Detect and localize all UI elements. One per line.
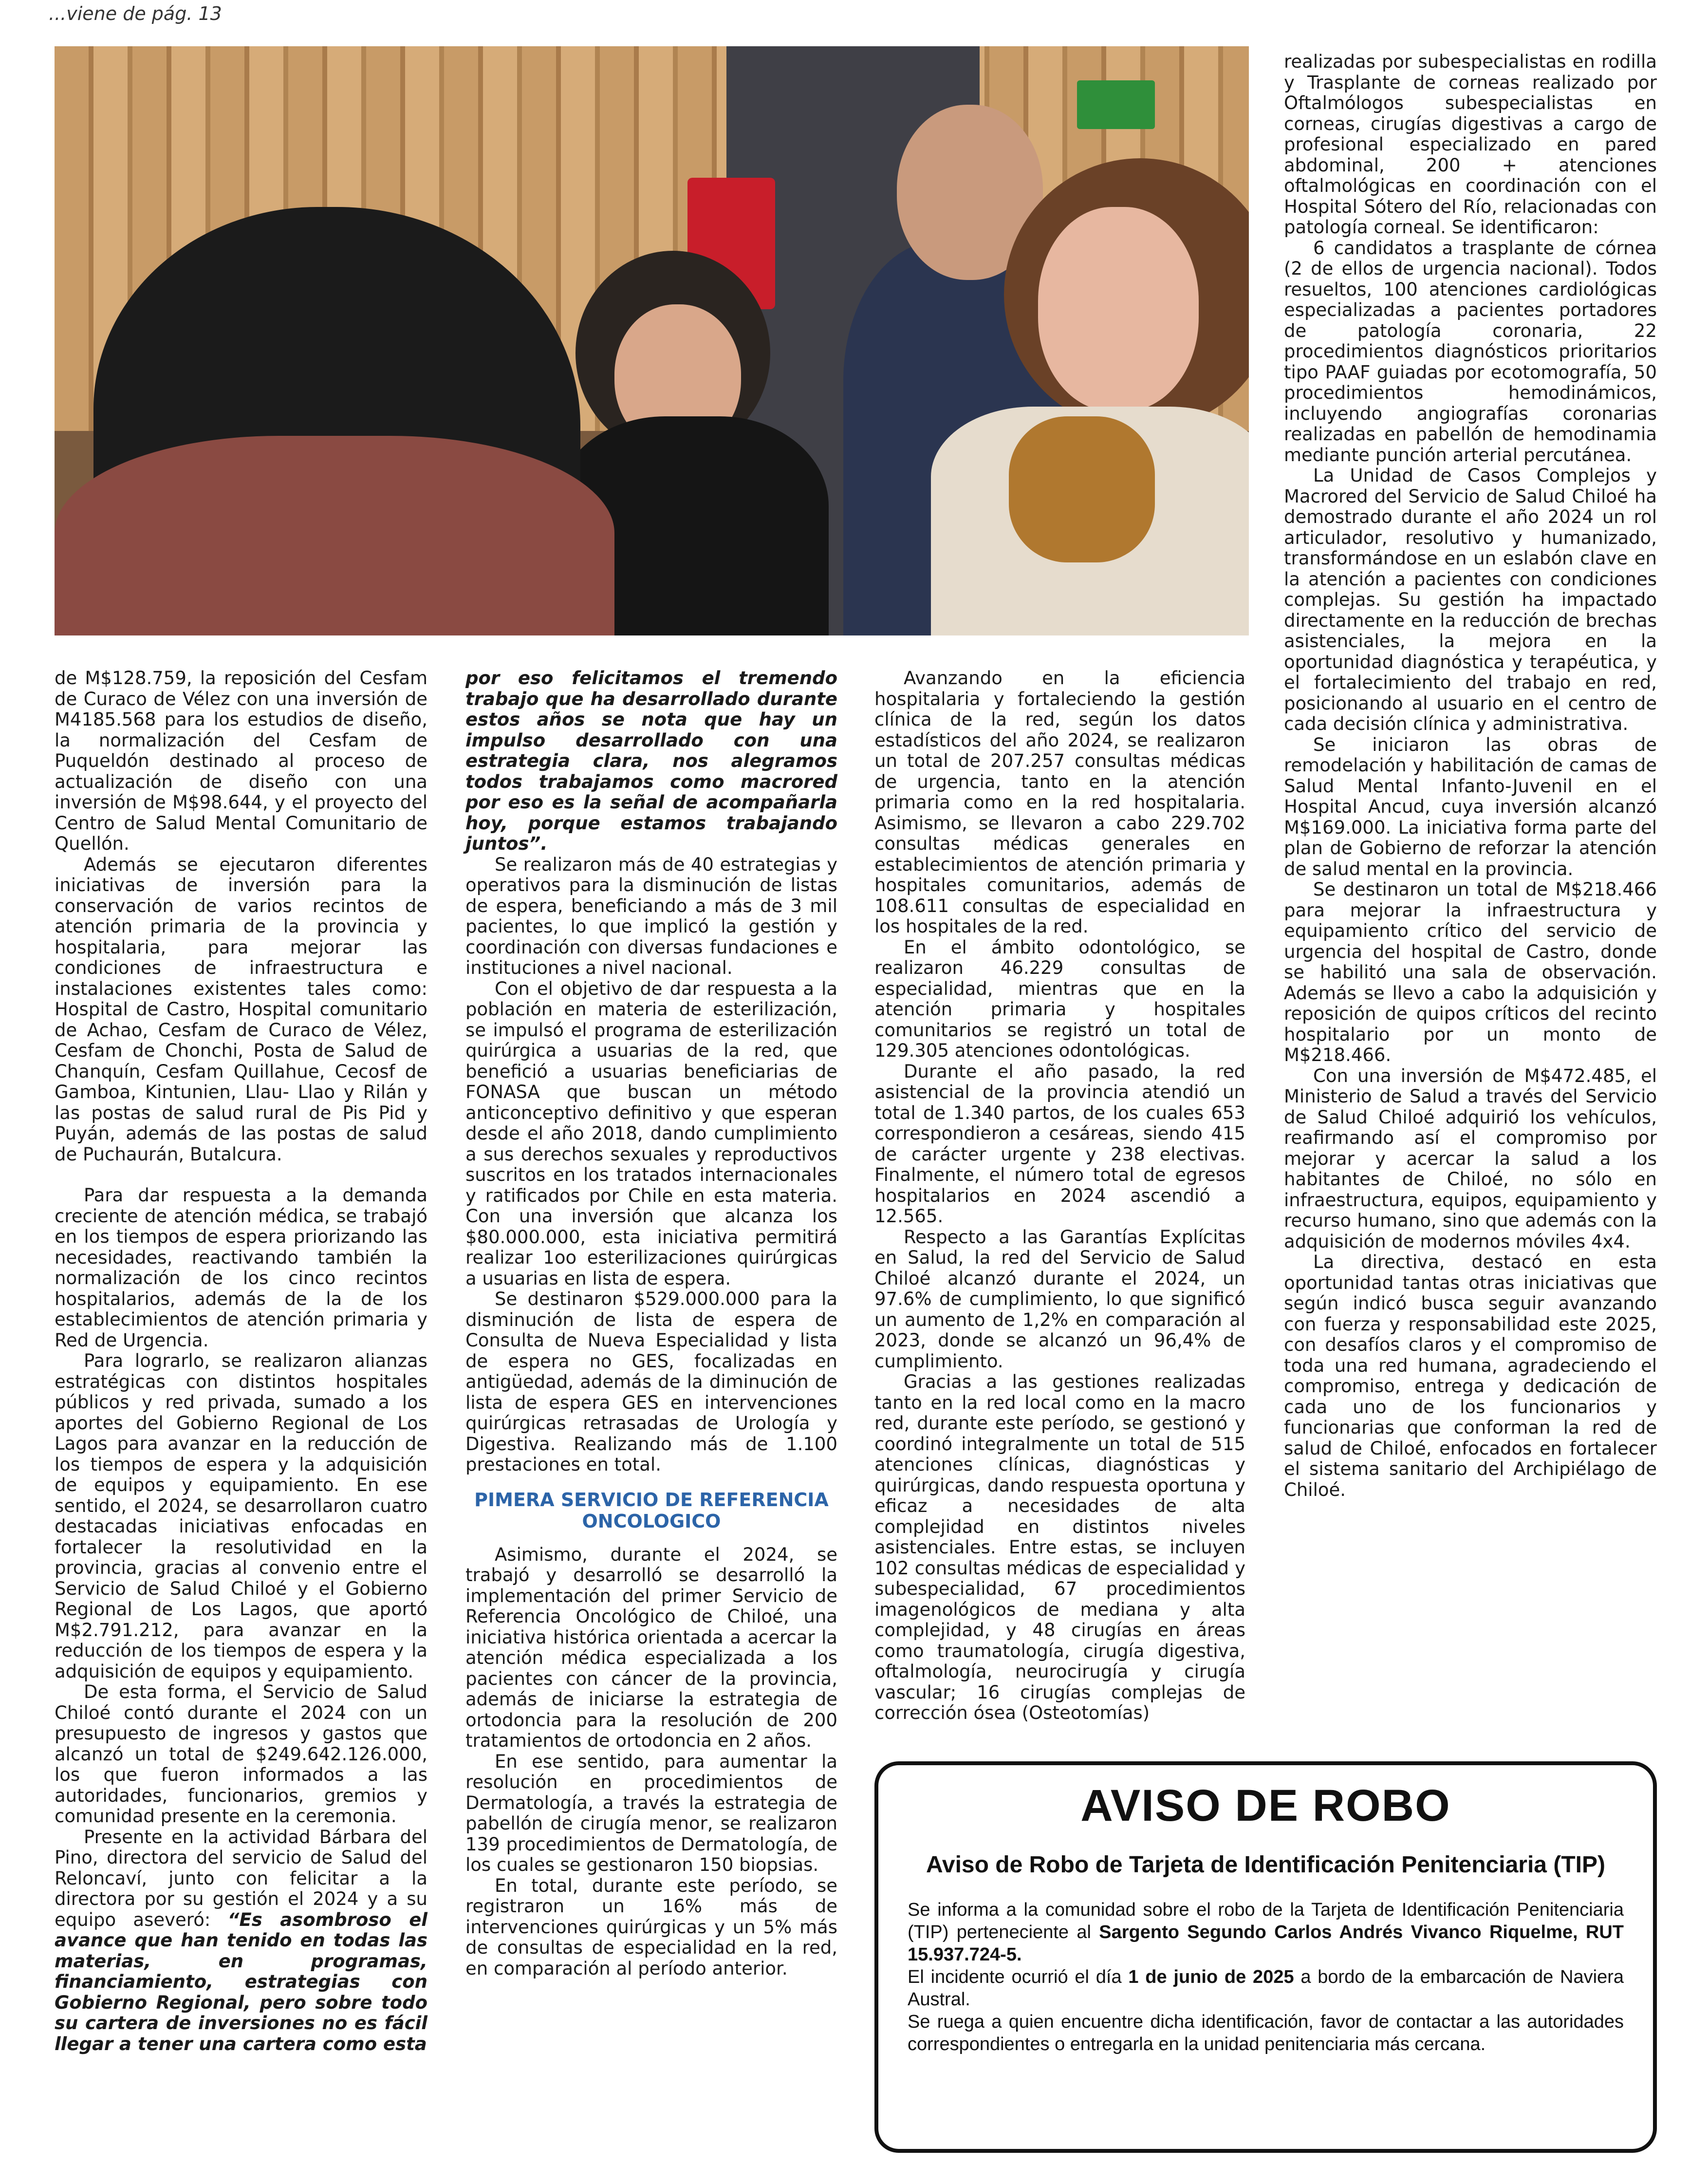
exit-sign-icon	[1077, 80, 1155, 129]
section-heading: PIMERA SERVICIO DE REFERENCIA ONCOLOGICO	[474, 1489, 829, 1532]
quote-text: “Es asombroso el avance que han tenido en todas las materias, en programas, financiamiento, estrategias con Gobierno Regional, pero sobre todo su cartera de inversiones no es fácil llegar a tener una cartera como esta	[55, 1909, 427, 2054]
paragraph: Se destinaron un total de M$218.466 para mejorar la infraestructura y equipamiento crítico del servicio de urgencia del hospital de Castro, donde se habilitó una sala de observación. Además se llevo a cabo la adquisición y reposición de quipos críticos del recinto hospitalario por un monto de M$218.466.	[1284, 879, 1657, 1065]
notice-text: a bordo de la embarcación de Naviera Austral.	[908, 1967, 1624, 2010]
paragraph: realizadas por subespecialistas en rodilla y Trasplante de corneas realizado por Oftalmólogos subespecialistas en corneas, cirugías digestivas a cargo de profesional especializado en pared abdominal, 200 + atenciones oftalmológicas en coordinación con el Hospital Sótero del Río, relacionadas con patología corneal. Se identificaron:	[1284, 51, 1657, 238]
paragraph: Para dar respuesta a la demanda creciente de atención médica, se trabajó en los tiempos de espera priorizando las necesidades, reactivando también la normalización de los cinco recintos hospitalarios, además de la de los establecimientos de atención primaria y Red de Urgencia.	[55, 1185, 427, 1351]
paragraph: En ese sentido, para aumentar la resolución en procedimientos de Dermatología, a través la estrategia de pabellón de cirugía menor, se realizaron 139 procedimientos de Dermatología, de los cuales se gestionaron 150 biopsias.	[465, 1751, 837, 1875]
paragraph: Gracias a las gestiones realizadas tanto en la red local como en la macro red, durante este período, se gestionó y coordinó integralmente un total de 515 atenciones clínicas, diagnósticas y quirúrgicas, dando respuesta oportuna y eficaz a necesidades de alta complejidad en distintos niveles asistenciales. Entre estas, se incluyen 102 consultas médicas de especialidad y subespecialidad, 67 procedimientos imagenológicos de mediana y alta complejidad, y 48 cirugías en áreas como traumatología, cirugía digestiva, oftalmología, neurocirugía y cirugía vascular; 16 cirugías complejas de corrección ósea (Osteotomías)	[874, 1371, 1245, 1723]
paragraph: Para lograrlo, se realizaron alianzas estratégicas con distintos hospitales públicos y red privada, sumado a los aportes del Gobierno Regional de Los Lagos para avanzar en la reducción de los tiempos de espera y la adquisición de equipos y equipamiento. En ese sentido, el 2024, se desarrollaron cuatro destacadas iniciativas enfocadas en fortalecer la resolutividad en la provincia, gracias al convenio entre el Servicio de Salud Chiloé y el Gobierno Regional de Los Lagos, que aportó M$2.791.212, para avanzar en la reducción de los tiempos de espera y la adquisición de equipos y equipamiento.	[55, 1350, 427, 1682]
paragraph: Asimismo, durante el 2024, se trabajó y desarrolló se desarrolló la implementación del primer Servicio de Referencia Oncológico de Chiloé, una iniciativa histórica orientada a acercar la atención médica especializada a los pacientes con cáncer de la provincia, además de iniciarse la estrategia de ortodoncia para la resolución de 200 tratamientos de ortodoncia en 2 años.	[465, 1544, 837, 1751]
theft-notice-box	[874, 1761, 1657, 2153]
article-column-3	[874, 668, 1245, 1724]
paragraph: Con una inversión de M$472.485, el Ministerio de Salud a través del Servicio de Salud Chiloé adquirió los vehículos, reafirmando así el compromiso por mejorar y acercar la salud a los habitantes de Chiloé, no sólo en infraestructura, equipos, equipamiento y recurso humano, sino que además con la adquisición de modernos móviles 4x4.	[1284, 1065, 1657, 1252]
paragraph: Se destinaron $529.000.000 para la disminución de lista de espera de Consulta de Nueva Especialidad y lista de espera no GES, focalizadas en antigüedad, además de la diminución de lista de espera GES en intervenciones quirúrgicas retrasadas de Urología y Digestiva. Realizando más de 1.100 prestaciones en total.	[465, 1288, 837, 1475]
event-photo	[55, 46, 1249, 635]
notice-line	[908, 1966, 1624, 2011]
paragraph-text: Presente en la actividad Bárbara del Pino, directora del servicio de Salud del Reloncaví, junto con felicitar a la directora por su gestión el 2024 y a su equipo aseveró:	[55, 1826, 427, 1930]
notice-subtitle: Aviso de Robo de Tarjeta de Identificación Penitenciaria (TIP)	[926, 1852, 1605, 1878]
paragraph: Durante el año pasado, la red asistencial de la provincia atendió un total de 1.340 partos, de los cuales 653 correspondieron a cesáreas, siendo 415 de carácter urgente y 238 electivas. Finalmente, el número total de egresos hospitalarios en 2024 ascendió a 12.565.	[874, 1061, 1245, 1227]
quote-continuation: por eso felicitamos el tremendo trabajo que ha desarrollado durante estos años se nota que hay un impulso desarrollado con una estrategia clara, nos alegramos todos trabajamos como macrored por eso es la señal de acompañarla hoy, porque estamos trabajando juntos”.	[465, 668, 837, 854]
notice-body	[908, 1899, 1624, 2055]
paragraph: Se iniciaron las obras de remodelación y habilitación de camas de Salud Mental Infanto-Juvenil en el Hospital Ancud, cuya inversión alcanzó M$169.000. La iniciativa forma parte del plan de Gobierno de reforzar la atención de salud mental en la provincia.	[1284, 734, 1657, 879]
paragraph: Con el objetivo de dar respuesta a la población en materia de esterilización, se impulsó el programa de esterilización quirúrgica a usuarias de la red, que benefició a usuarias beneficiarias de FONASA que buscan un método anticonceptivo definitivo y que esperan desde el año 2018, dando cumplimiento a sus derechos sexuales y reproductivos suscritos en los tratados internacionales y ratificados por Chile en esta materia. Con una inversión que alcanza los $80.000.000, esta iniciativa permitirá realizar 1oo esterilizaciones quirúrgicas a usuarias en lista de espera.	[465, 978, 837, 1289]
paragraph: Además se ejecutaron diferentes iniciativas de inversión para la conservación de varios recintos de atención primaria de la provincia y hospitalaria, para mejorar las condiciones de infraestructura e instalaciones existentes tales como: Hospital de Castro, Hospital comunitario de Achao, Cesfam de Curaco de Vélez, Cesfam de Chonchi, Posta de Salud de Chanquín, Cesfam Quillahue, Cecosf de Gamboa, Kintunien, Llau- Llao y Rilán y las postas de salud rural de Pis Pid y Puyán, además de las postas de salud de Puchaurán, Butalcura.	[55, 854, 427, 1165]
paragraph: De esta forma, el Servicio de Salud Chiloé contó durante el 2024 con un presupuesto de ingresos y gastos que alcanzó un total de $249.642.126.000, los que fueron informados a las autoridades, funcionarios, gremios y comunidad presente en la ceremonia.	[55, 1681, 427, 1827]
paragraph: En el ámbito odontológico, se realizaron 46.229 consultas de especialidad, mientras que en la atención primaria y hospitales comunitarios se registró un total de 129.305 atenciones odontológicas.	[874, 936, 1245, 1061]
article-column-2	[465, 668, 837, 1979]
paragraph	[55, 1827, 427, 2055]
article-column-4	[1284, 52, 1657, 1500]
paragraph: Se realizaron más de 40 estrategias y operativos para la disminución de listas de espera, beneficiando a más de 3 mil pacientes, lo que implicó la gestión y coordinación con diversas fundaciones e instituciones a nivel nacional.	[465, 854, 837, 978]
article-column-1	[55, 668, 427, 2054]
paragraph: Avanzando en la eficiencia hospitalaria y fortaleciendo la gestión clínica de la red, según los datos estadísticos del año 2024, se realizaron un total de 207.257 consultas médicas de urgencia, tanto en la atención primaria como en la red hospitalaria. Asimismo, se llevaron a cabo 229.702 consultas médicas generales en establecimientos de atención primaria y hospitales comunitarios, además de 108.611 consultas de especialidad en los hospitales de la red.	[874, 668, 1245, 937]
notice-person: Sargento Segundo Carlos Andrés Vivanco Riquelme, RUT 15.937.724-5.	[908, 1922, 1624, 1965]
paragraph: de M$128.759, la reposición del Cesfam de Curaco de Vélez con una inversión de M4185.568 para los estudios de diseño, la normalización del Cesfam de Puqueldón destinado al proceso de actualización de diseño con una inversión de M$98.644, y el proyecto del Centro de Salud Mental Comunitario de Quellón.	[55, 668, 427, 854]
paragraph: 6 candidatos a trasplante de córnea (2 de ellos de urgencia nacional). Todos resueltos, 100 atenciones cardiológicas especializadas a pacientes portadores de patología coronaria, 22 procedimientos diagnósticos prioritarios tipo PAAF guiadas por ecotomografía, 50 procedimientos hemodinámicos, incluyendo angiografías coronarias realizadas en pabellón de hemodinamia mediante punción arterial percutánea.	[1284, 237, 1657, 466]
continued-from-note: ...viene de pág. 13	[49, 3, 222, 24]
notice-title: AVISO DE ROBO	[1080, 1781, 1451, 1830]
paragraph: La directiva, destacó en esta oportunidad tantas otras iniciativas que según indicó busca seguir avanzando con fuerza y responsabilidad este 2025, con desafíos claros y el compromiso de toda una red humana, agradeciendo el compromiso, entrega y dedicación de cada uno de los funcionarios y funcionarias que conforman la red de salud de Chiloé, enfocados en fortalecer el sistema sanitario del Archipiélago de Chiloé.	[1284, 1251, 1657, 1500]
paragraph: Respecto a las Garantías Explícitas en Salud, la red del Servicio de Salud Chiloé alcanzó durante el 2024, un 97.6% de cumplimiento, lo que significó un aumento de 1,2% en comparación al 2023, donde se alcanzó un 96,4% de cumplimiento.	[874, 1226, 1245, 1372]
notice-line	[908, 1899, 1624, 1966]
paragraph: En total, durante este período, se registraron un 16% más de intervenciones quirúrgicas y un 5% más de consultas de especialidad en la red, en comparación al período anterior.	[465, 1875, 837, 1979]
notice-line: Se ruega a quien encuentre dicha identificación, favor de contactar a las autoridades correspondientes o entregarla en la unidad penitenciaria más cercana.	[908, 2012, 1624, 2054]
notice-text: Se informa a la comunidad sobre el robo de la Tarjeta de Identificación Penitenciaria (TIP) perteneciente al	[908, 1900, 1624, 1942]
notice-text: El incidente ocurrió el día	[908, 1967, 1129, 1987]
paragraph: La Unidad de Casos Complejos y Macrored del Servicio de Salud Chiloé ha demostrado durante el año 2024 un rol articulador, resolutivo y humanizado, transformándose en un eslabón clave en la atención a pacientes con condiciones complejas. Su gestión ha impactado directamente en la reducción de brechas asistenciales, la mejora en la oportunidad diagnóstica y terapéutica, y el fortalecimiento del trabajo en red, posicionando al usuario en el centro de cada decisión clínica y administrativa.	[1284, 465, 1657, 734]
notice-date: 1 de junio de 2025	[1128, 1967, 1294, 1987]
